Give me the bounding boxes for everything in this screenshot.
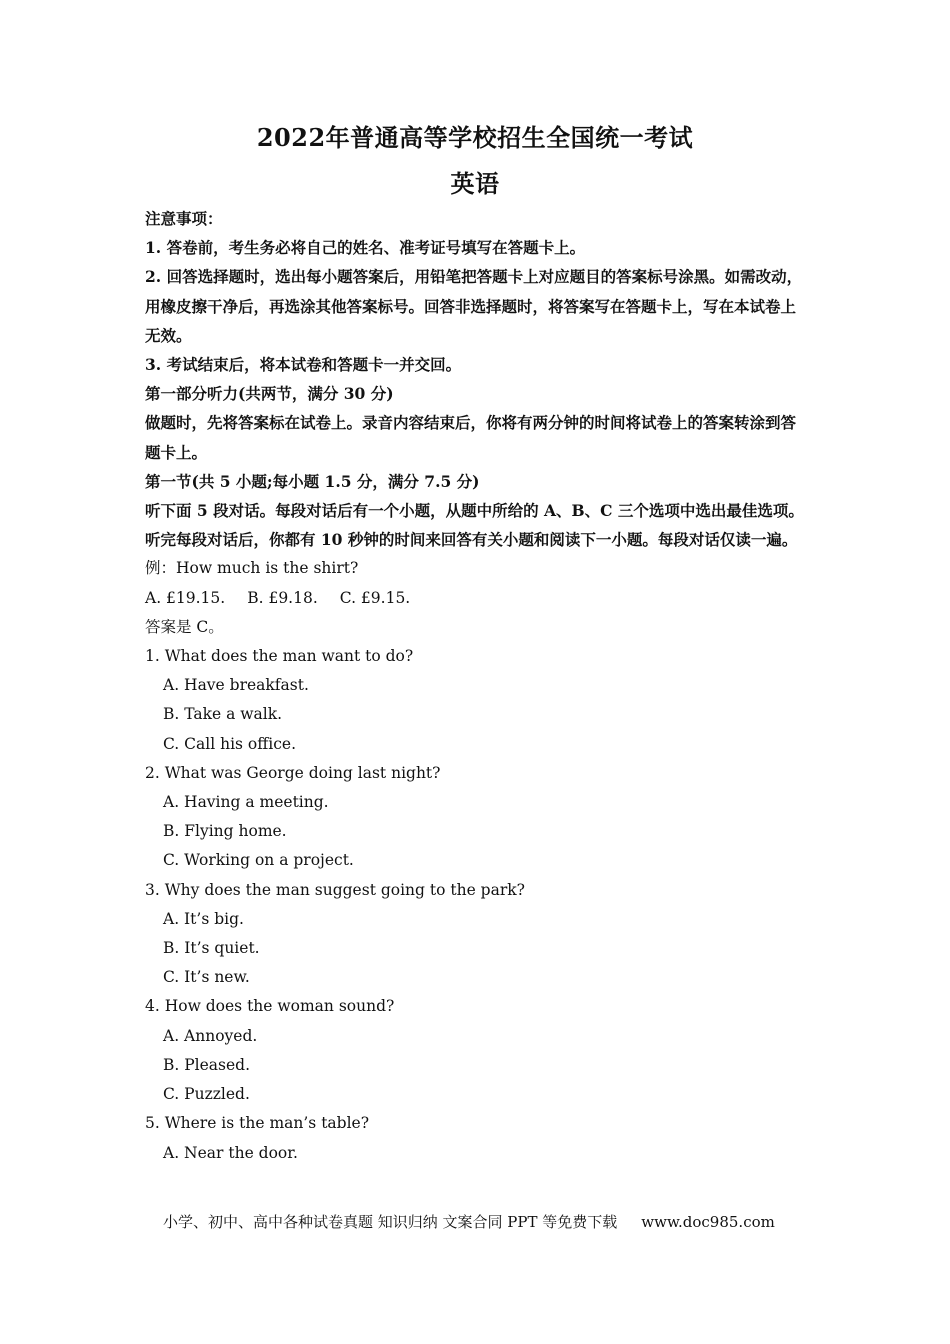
example-option-b: B. £9.18. xyxy=(247,588,318,607)
option-c: C. Working on a project. xyxy=(163,851,354,870)
question-stem: 5. Where is the man’s table? xyxy=(145,1114,370,1133)
option-a: A. Annoyed. xyxy=(163,1026,258,1045)
question-2 xyxy=(145,759,810,876)
option-a: A. Have breakfast. xyxy=(163,676,309,695)
option-b: B. Take a walk. xyxy=(163,705,283,724)
example-question: 例：How much is the shirt? xyxy=(145,559,359,578)
footer-text: 小学、初中、高中各种试卷真题 知识归纳 文案合同 PPT 等免费下载 xyxy=(163,1213,618,1231)
subject-title: 英语 xyxy=(450,169,500,198)
question-stem: 1. What does the man want to do? xyxy=(145,647,414,666)
example-option-c: C. £9.15. xyxy=(339,588,411,607)
part1-heading: 第一部分听力(共两节，满分 30 分) xyxy=(145,384,394,404)
option-a: A. It’s big. xyxy=(163,909,244,928)
option-c: C. Puzzled. xyxy=(163,1085,250,1104)
option-a: A. Near the door. xyxy=(163,1143,298,1162)
question-stem: 2. What was George doing last night? xyxy=(145,763,441,782)
footer-url: www.doc985.com xyxy=(641,1213,775,1231)
notice-item-2: 2. 回答选择题时，选出每小题答案后，用铅笔把答题卡上对应题目的答案标号涂黑。如需改动，用橡皮擦干净后，再选涂其他答案标号。回答非选择题时，将答案写在答题卡上，写在本试卷上无效。 xyxy=(145,267,803,345)
question-4 xyxy=(145,992,810,1109)
question-3 xyxy=(145,876,810,993)
section1-instruction: 听下面 5 段对话。每段对话后有一个小题，从题中所给的 A、B、C 三个选项中选出最佳选项。听完每段对话后，你都有 10 秒钟的时间来回答有关小题和阅读下一小题。每段对话仅读一遍。 xyxy=(145,501,804,550)
exam-content xyxy=(145,204,810,1168)
question-stem: 3. Why does the man suggest going to the park? xyxy=(145,880,525,899)
notice-heading: 注意事项： xyxy=(145,209,223,228)
question-5 xyxy=(145,1109,810,1167)
notice-item-3: 3. 考试结束后，将本试卷和答题卡一并交回。 xyxy=(145,355,462,375)
option-c: C. Call his office. xyxy=(163,734,297,753)
option-a: A. Having a meeting. xyxy=(163,793,329,812)
option-b: B. Flying home. xyxy=(163,822,287,841)
page-footer xyxy=(163,1211,775,1232)
example-option-a: A. £19.15. xyxy=(145,588,226,607)
option-b: B. Pleased. xyxy=(163,1055,251,1074)
exam-title: 2022年普通高等学校招生全国统一考试 xyxy=(256,123,694,152)
question-stem: 4. How does the woman sound? xyxy=(145,997,395,1016)
question-1 xyxy=(145,642,810,759)
example-answer: 答案是 C。 xyxy=(145,617,224,636)
section1-heading: 第一节(共 5 小题;每小题 1.5 分，满分 7.5 分) xyxy=(145,471,480,491)
part1-instruction: 做题时，先将答案标在试卷上。录音内容结束后，你将有两分钟的时间将试卷上的答案转涂到答题卡上。 xyxy=(145,413,797,462)
option-b: B. It’s quiet. xyxy=(163,939,260,958)
notice-item-1: 1. 答卷前，考生务必将自己的姓名、准考证号填写在答题卡上。 xyxy=(145,238,586,258)
option-c: C. It’s new. xyxy=(163,968,250,987)
example-options xyxy=(145,584,810,613)
